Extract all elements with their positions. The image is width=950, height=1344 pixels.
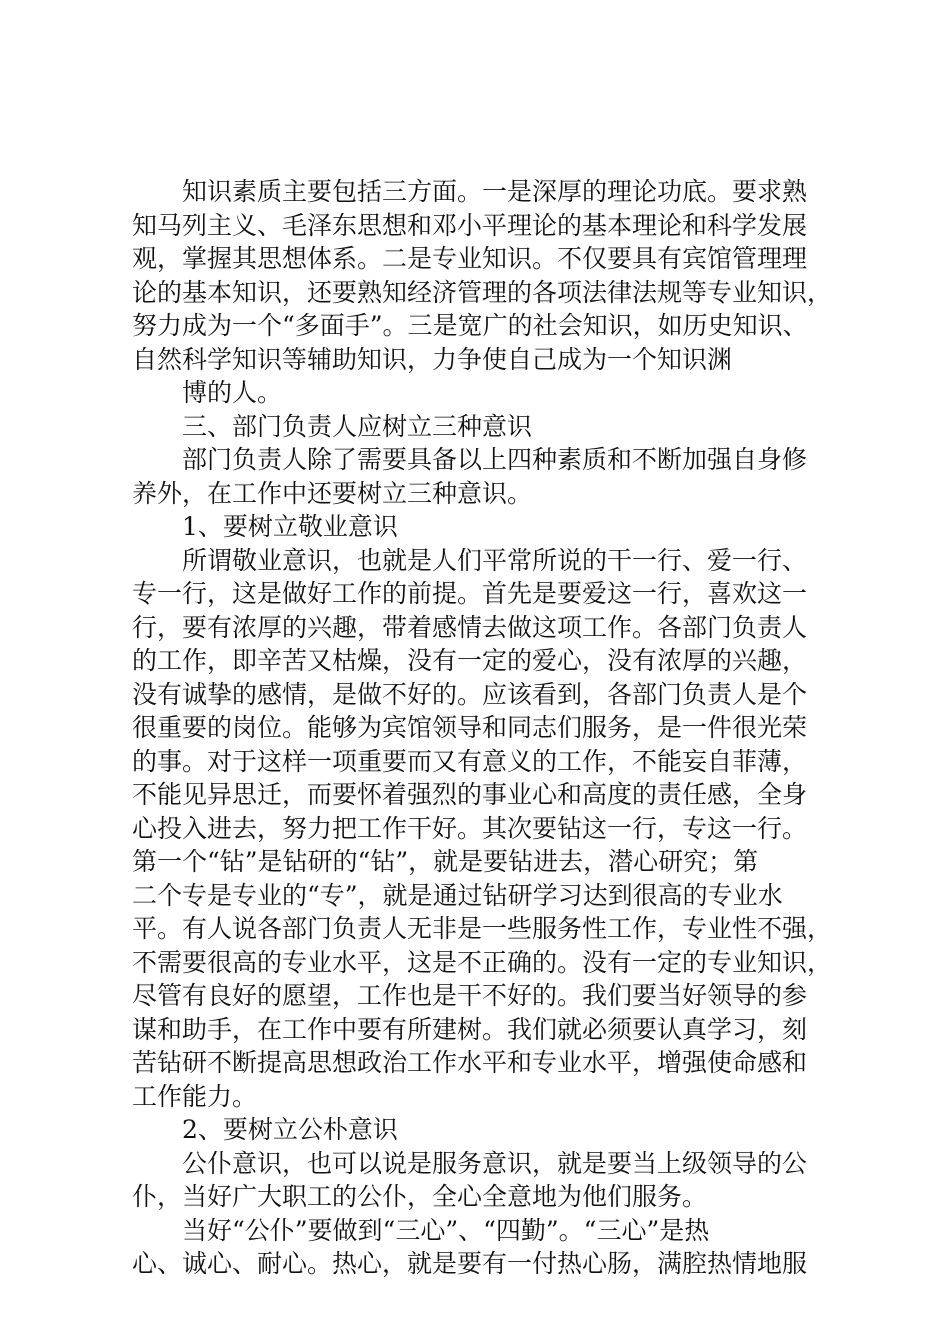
- text-line: 当好“公仆”要做到“三心”、“四勤”。“三心”是热: [182, 1215, 710, 1245]
- text-line: 知马列主义、毛泽东思想和邓小平理论的基本理论和科学发展: [132, 210, 808, 240]
- text-line: 不能见异思迁，而要怀着强烈的事业心和高度的责任感，全身: [132, 780, 808, 809]
- text-line: 公仆意识，也可以说是服务意识，就是要当上级领导的公: [182, 1148, 808, 1178]
- text-line: 自然科学知识等辅助知识，力争使自己成为一个知识渊: [132, 344, 733, 374]
- text-line: 2、要树立公朴意识: [182, 1115, 398, 1144]
- text-line: 三、部门负责人应树立三种意识: [182, 411, 533, 441]
- text-line: 论的基本知识，还要熟知经济管理的各项法律法规等专业知识，: [132, 277, 833, 307]
- text-line: 不需要很高的专业水平，这是不正确的。没有一定的专业知识，: [132, 947, 833, 977]
- text-line: 努力成为一个“多面手”。三是宽广的社会知识，如历史知识、: [132, 311, 808, 340]
- text-line: 养外，在工作中还要树立三种意识。: [132, 478, 533, 508]
- text-line: 平。有人说各部门负责人无非是一些服务性工作，专业性不强，: [132, 914, 833, 943]
- text-line: 心投入进去，努力把工作干好。其次要钻这一行，专这一行。: [132, 813, 808, 843]
- text-line: 仆，当好广大职工的公仆，全心全意地为他们服务。: [132, 1182, 708, 1211]
- text-line: 知识素质主要包括三方面。一是深厚的理论功底。要求熟: [182, 177, 808, 206]
- text-line: 尽管有良好的愿望，工作也是干不好的。我们要当好领导的参: [132, 981, 808, 1010]
- text-line: 第一个“钻”是钻研的“钻”，就是要钻进去，潜心研究；第: [132, 847, 759, 876]
- text-line: 苦钻研不断提高思想政治工作水平和专业水平，增强使命感和: [132, 1048, 808, 1077]
- text-line: 行，要有浓厚的兴趣，带着感情去做这项工作。各部门负责人: [132, 612, 808, 642]
- text-line: 部门负责人除了需要具备以上四种素质和不断加强自身修: [182, 445, 808, 474]
- text-line: 二个专是专业的“专”，就是通过钻研学习达到很高的专业水: [132, 880, 783, 910]
- text-line: 心、诚心、耐心。热心，就是要有一付热心肠，满腔热情地服: [132, 1249, 808, 1278]
- document-body: [132, 175, 832, 1281]
- text-line: 所谓敬业意识，也就是人们平常所说的干一行、爱一行、: [182, 545, 808, 575]
- text-line: 博的人。: [182, 378, 283, 407]
- text-line: 工作能力。: [132, 1081, 258, 1111]
- text-line: 的事。对于这样一项重要而又有意义的工作，不能妄自菲薄，: [132, 746, 808, 776]
- text-line: 谋和助手，在工作中要有所建树。我们就必须要认真学习，刻: [132, 1014, 808, 1044]
- text-line: 没有诚挚的感情，是做不好的。应该看到，各部门负责人是个: [132, 679, 808, 709]
- text-line: 观，掌握其思想体系。二是专业知识。不仅要具有宾馆管理理: [132, 244, 808, 273]
- text-line: 很重要的岗位。能够为宾馆领导和同志们服务，是一件很光荣: [132, 713, 808, 742]
- text-line: 的工作，即辛苦又枯燥，没有一定的爱心，没有浓厚的兴趣，: [132, 646, 808, 675]
- text-line: 专一行，这是做好工作的前提。首先是要爱这一行，喜欢这一: [132, 579, 808, 608]
- text-line: 1、要树立敬业意识: [182, 512, 398, 541]
